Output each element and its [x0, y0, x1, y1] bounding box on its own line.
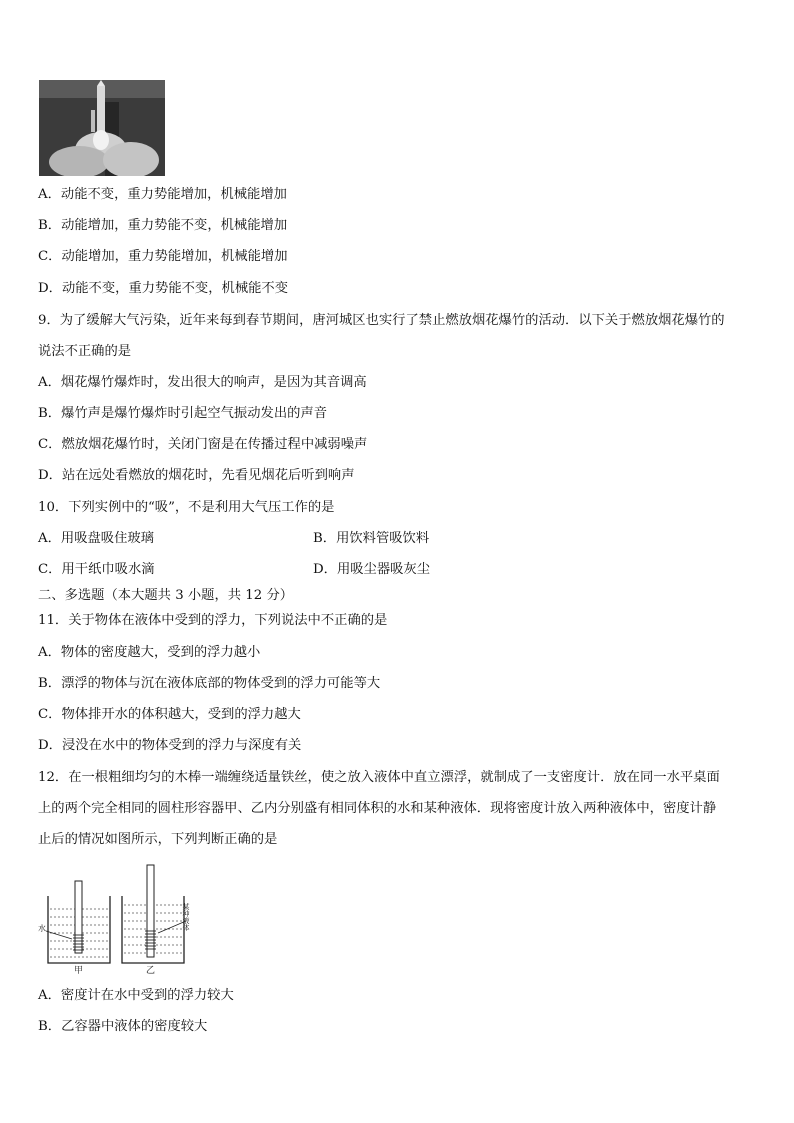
q9-stem-line1: 9．为了缓解大气污染，近年来每到春节期间，唐河城区也实行了禁止燃放烟花爆竹的活动．以下关于燃放烟花爆竹的	[38, 313, 725, 328]
q12-option-b: B．乙容器中液体的密度较大	[38, 1019, 208, 1034]
q12-stem-line1: 12．在一根粗细均匀的木棒一端缠绕适量铁丝，使之放入液体中直立漂浮，就制成了一支密度计．放在同一水平桌面	[38, 770, 720, 785]
container-yi	[122, 865, 186, 963]
q12-stem-line2: 上的两个完全相同的圆柱形容器甲、乙内分别盛有相同体积的水和某种液体．现将密度计放入两种液体中，密度计静	[38, 801, 717, 816]
q9-option-c: C．燃放烟花爆竹时，关闭门窗是在传播过程中减弱噪声	[38, 437, 368, 452]
q9-stem-line2: 说法不正确的是	[38, 344, 132, 359]
q8-option-b: B．动能增加，重力势能不变，机械能增加	[38, 218, 288, 233]
label-some-liquid: 某种液体	[182, 903, 190, 931]
q9-option-d: D．站在远处看燃放的烟花时，先看见烟花后听到响声	[38, 468, 355, 483]
q9-option-b: B．爆竹声是爆竹爆炸时引起空气振动发出的声音	[38, 406, 328, 421]
label-yi: 乙	[146, 966, 156, 976]
hydrometer-diagram	[38, 861, 198, 976]
q10-option-d: D．用吸尘器吸灰尘	[313, 562, 431, 577]
hydrometer-figure	[38, 861, 198, 976]
rocket-launch-photo	[39, 80, 165, 176]
section-heading-multiple-choice: 二、多选题（本大题共 3 小题，共 12 分）	[38, 588, 294, 603]
q10-option-a: A．用吸盘吸住玻璃	[38, 531, 154, 546]
q8-option-d: D．动能不变，重力势能不变，机械能不变	[38, 281, 289, 296]
q9-option-a: A．烟花爆竹爆炸时，发出很大的响声，是因为其音调高	[38, 375, 367, 390]
q12-stem-line3: 止后的情况如图所示，下列判断正确的是	[38, 832, 278, 847]
label-jia: 甲	[74, 966, 84, 976]
q11-stem: 11．关于物体在液体中受到的浮力，下列说法中不正确的是	[38, 613, 388, 628]
q8-option-a: A．动能不变，重力势能增加，机械能增加	[38, 187, 287, 202]
q11-option-b: B．漂浮的物体与沉在液体底部的物体受到的浮力可能等大	[38, 676, 381, 691]
container-jia	[46, 881, 110, 963]
rocket-launch-illustration	[39, 80, 165, 176]
q11-option-a: A．物体的密度越大，受到的浮力越小	[38, 645, 261, 660]
label-water: 水	[38, 924, 46, 933]
q11-option-c: C．物体排开水的体积越大，受到的浮力越大	[38, 707, 301, 722]
q8-option-c: C．动能增加，重力势能增加，机械能增加	[38, 249, 288, 264]
q11-option-d: D．浸没在水中的物体受到的浮力与深度有关	[38, 738, 302, 753]
q10-option-b: B．用饮料管吸饮料	[313, 531, 430, 546]
q10-option-c: C．用干纸巾吸水滴	[38, 562, 155, 577]
q10-stem: 10．下列实例中的“吸”，不是利用大气压工作的是	[38, 500, 335, 515]
q12-option-a: A．密度计在水中受到的浮力较大	[38, 988, 234, 1003]
